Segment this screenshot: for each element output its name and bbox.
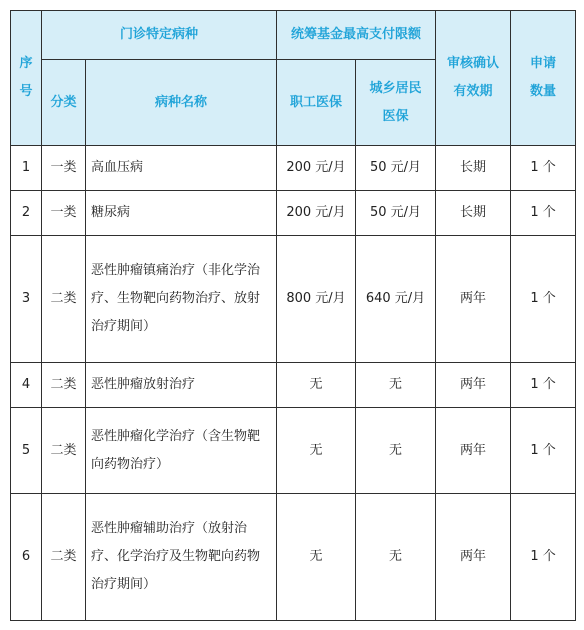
header-apply-line1: 申请: [530, 56, 557, 71]
cell-employee-limit: 无: [277, 363, 356, 408]
disease-name-line: 治疗期间）: [91, 577, 157, 592]
cell-category: 二类: [42, 494, 86, 621]
cell-no: 5: [11, 408, 42, 494]
cell-count: 1 个: [511, 408, 576, 494]
cell-category: 一类: [42, 146, 86, 191]
header-validity: [436, 11, 511, 146]
header-resident-insurance: [356, 60, 436, 146]
cell-disease-name: [86, 494, 277, 621]
header-validity-line1: 审核确认: [447, 56, 500, 71]
header-apply-line2: 数量: [530, 84, 557, 99]
cell-validity: 长期: [436, 146, 511, 191]
cell-employee-limit: 200 元/月: [277, 146, 356, 191]
cell-disease-name: [86, 408, 277, 494]
header-resident-line2: 医保: [382, 108, 409, 124]
cell-disease-name: [86, 146, 277, 191]
disease-name-line: 高血压病: [91, 160, 144, 175]
table-row: [11, 494, 576, 621]
header-disease-name: 病种名称: [86, 60, 277, 146]
cell-no: 6: [11, 494, 42, 621]
disease-name-line: 恶性肿瘤辅助治疗（放射治: [91, 521, 248, 536]
cell-count: 1 个: [511, 191, 576, 236]
table-row: [11, 236, 576, 363]
disease-name-line: 糖尿病: [91, 205, 131, 220]
cell-employee-limit: 无: [277, 408, 356, 494]
cell-resident-limit: 无: [356, 494, 436, 621]
header-disease-group: 门诊特定病种: [42, 11, 277, 60]
cell-count: 1 个: [511, 146, 576, 191]
outpatient-disease-table: [10, 10, 576, 621]
cell-employee-limit: 无: [277, 494, 356, 621]
header-category: 分类: [42, 60, 86, 146]
disease-name-line: 恶性肿瘤镇痛治疗（非化学治: [91, 263, 261, 278]
cell-resident-limit: 50 元/月: [356, 146, 436, 191]
cell-count: 1 个: [511, 494, 576, 621]
cell-disease-name: [86, 191, 277, 236]
disease-name-line: 治疗期间）: [91, 319, 157, 334]
cell-disease-name: [86, 363, 277, 408]
disease-name-line: 恶性肿瘤放射治疗: [91, 377, 196, 392]
cell-category: 二类: [42, 363, 86, 408]
cell-resident-limit: 640 元/月: [356, 236, 436, 363]
disease-name-line: 恶性肿瘤化学治疗（含生物靶: [91, 428, 261, 444]
header-seq: [11, 11, 42, 146]
cell-no: 3: [11, 236, 42, 363]
header-apply-count: [511, 11, 576, 146]
header-seq-line2: 号: [19, 84, 33, 99]
table-row: [11, 146, 576, 191]
cell-validity: 两年: [436, 408, 511, 494]
cell-resident-limit: 无: [356, 363, 436, 408]
cell-no: 2: [11, 191, 42, 236]
table-row: [11, 191, 576, 236]
header-payment-group: 统筹基金最高支付限额: [277, 11, 436, 60]
header-employee-insurance: 职工医保: [277, 60, 356, 146]
cell-resident-limit: 50 元/月: [356, 191, 436, 236]
cell-category: 二类: [42, 408, 86, 494]
cell-resident-limit: 无: [356, 408, 436, 494]
disease-name-line: 向药物治疗）: [91, 456, 170, 472]
disease-name-line: 疗、生物靶向药物治疗、放射: [91, 291, 261, 306]
cell-no: 4: [11, 363, 42, 408]
cell-validity: 两年: [436, 494, 511, 621]
cell-employee-limit: 200 元/月: [277, 191, 356, 236]
header-seq-line1: 序: [19, 56, 33, 71]
header-validity-line2: 有效期: [453, 84, 493, 99]
header-resident-line1: 城乡居民: [369, 80, 422, 96]
cell-category: 一类: [42, 191, 86, 236]
cell-employee-limit: 800 元/月: [277, 236, 356, 363]
cell-count: 1 个: [511, 236, 576, 363]
cell-validity: 长期: [436, 191, 511, 236]
cell-count: 1 个: [511, 363, 576, 408]
cell-validity: 两年: [436, 236, 511, 363]
cell-disease-name: [86, 236, 277, 363]
cell-no: 1: [11, 146, 42, 191]
cell-category: 二类: [42, 236, 86, 363]
table-row: [11, 363, 576, 408]
header-row-1: [11, 11, 576, 60]
table-row: [11, 408, 576, 494]
cell-validity: 两年: [436, 363, 511, 408]
disease-name-line: 疗、化学治疗及生物靶向药物: [91, 549, 261, 564]
